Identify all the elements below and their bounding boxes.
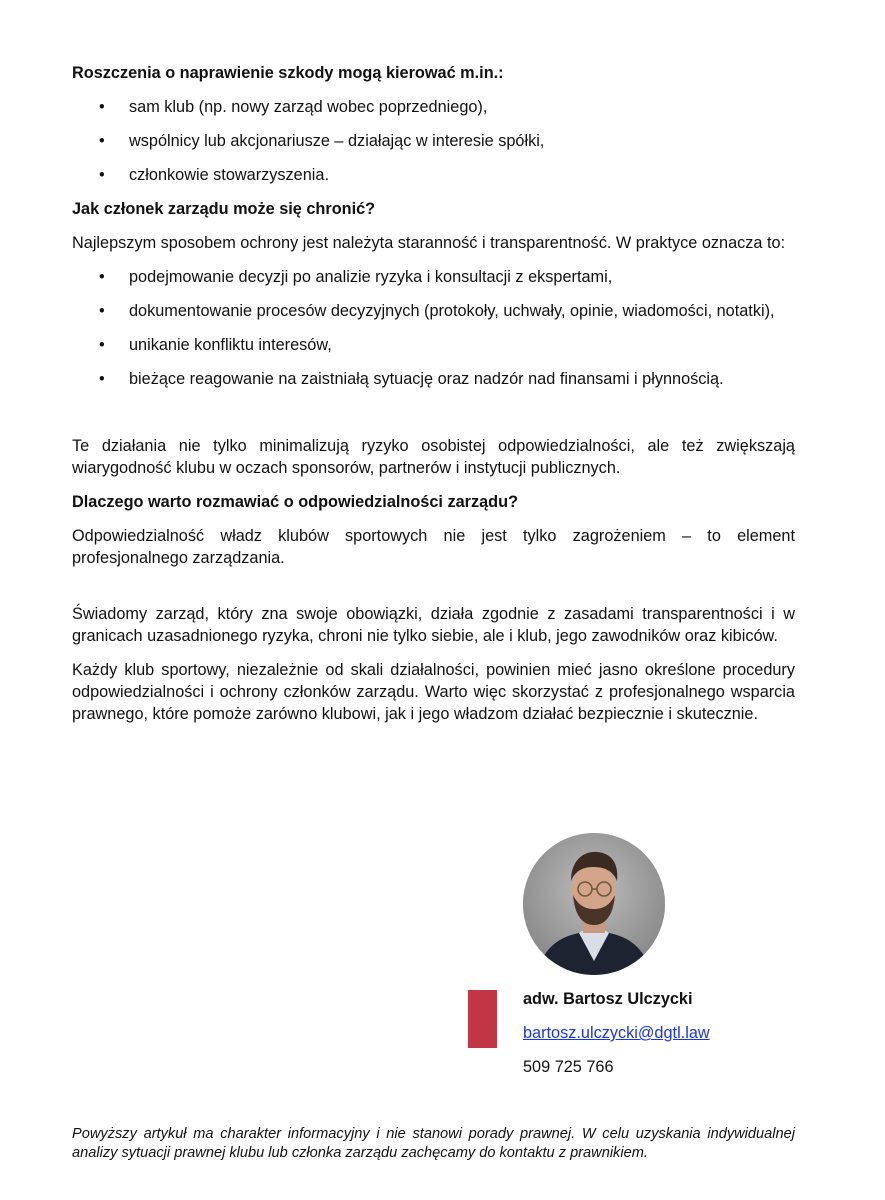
- why-heading: Dlaczego warto rozmawiać o odpowiedzialności zarządu?: [72, 493, 519, 511]
- list-item: • członkowie stowarzyszenia.: [72, 164, 795, 186]
- author-phone: 509 725 766: [523, 1058, 614, 1076]
- accent-bar: [468, 990, 497, 1048]
- why-paragraph: Odpowiedzialność władz klubów sportowych nie jest tylko zagrożeniem – to element profesjonalnego zarządzania.: [72, 527, 795, 567]
- claims-list: [72, 96, 795, 186]
- claims-heading: Roszczenia o naprawienie szkody mogą kierować m.in.:: [72, 64, 504, 82]
- author-photo: [523, 833, 665, 975]
- author-email-link[interactable]: bartosz.ulczycki@dgtl.law: [523, 1024, 710, 1042]
- protection-outro: Te działania nie tylko minimalizują ryzyko osobistej odpowiedzialności, ale też zwiększają wiarygodność klubu w oczach sponsorów, partnerów i instytucji publicznych.: [72, 437, 795, 477]
- list-item: • unikanie konfliktu interesów,: [72, 334, 795, 356]
- protection-intro: Najlepszym sposobem ochrony jest należyta staranność i transparentność. W praktyce oznacza to:: [72, 234, 786, 252]
- portrait-photo-icon: [523, 833, 665, 975]
- list-item: • dokumentowanie procesów decyzyjnych (protokoły, uchwały, opinie, wiadomości, notatki),: [72, 300, 795, 322]
- list-item: • wspólnicy lub akcjonariusze – działając w interesie spółki,: [72, 130, 795, 152]
- list-item: • bieżące reagowanie na zaistniałą sytuację oraz nadzór nad finansami i płynnością.: [72, 368, 795, 390]
- why-paragraph: Świadomy zarząd, który zna swoje obowiązki, działa zgodnie z zasadami transparentności i w granicach uzasadnionego ryzyka, chroni nie tylko siebie, ale i klub, jego zawodników oraz kibiców.: [72, 605, 795, 645]
- why-paragraph: Każdy klub sportowy, niezależnie od skali działalności, powinien mieć jasno określone procedury odpowiedzialności i ochrony członków zarządu. Warto więc skorzystać z profesjonalnego wsparcia prawnego, które pomoże zarówno klubowi, jak i jego władzom działać bezpiecznie i skutecznie.: [72, 661, 795, 723]
- author-name: adw. Bartosz Ulczycki: [523, 990, 693, 1008]
- disclaimer: Powyższy artykuł ma charakter informacyjny i nie stanowi porady prawnej. W celu uzyskania indywidualnej analizy sytuacji prawnej klubu lub członka zarządu zachęcamy do kontaktu z prawnikiem.: [72, 1126, 795, 1161]
- article-body: [72, 62, 795, 725]
- list-item: • podejmowanie decyzji po analizie ryzyka i konsultacji z ekspertami,: [72, 266, 795, 288]
- protection-heading: Jak członek zarządu może się chronić?: [72, 200, 376, 218]
- list-item: • sam klub (np. nowy zarząd wobec poprzedniego),: [72, 96, 795, 118]
- protection-list: [72, 266, 795, 390]
